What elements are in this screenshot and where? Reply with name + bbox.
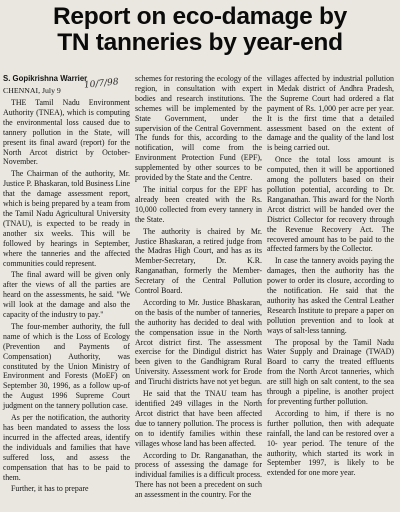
paragraph: According to Dr. Ranganathan, the process of assessing the damage for individual families is a difficult process. There has not been a precedent on such an assessment in the country. For the (135, 450, 262, 500)
headline (0, 0, 400, 56)
paragraph: THE Tamil Nadu Environment Authority (TNEA), which is computing the environmental loss caused due to tannery pollution in the State, will present its final award (report) for the North Arcot district by October-November. (3, 98, 130, 167)
column-2 (135, 74, 262, 502)
handwritten-date: 10/7/98 (83, 77, 120, 91)
paragraph: According to him, if there is no further pollution, then with adequate rainfall, the land can be restored over a 10- year period. The tenure of the authority, which started its work in September 1997, is likely to be extended for one more year. (267, 408, 394, 478)
paragraph: Further, it has to prepare (11, 484, 89, 494)
paragraph: He said that the TNAU team has identified 249 villages in the North Arcot district that have been affected due to tannery pollution. The process is on to identify families within these villages whose land has been affected. (135, 389, 262, 448)
column-1 (3, 74, 130, 502)
paragraph: As per the notification, the authority has been mandated to assess the loss incurred in the affected areas, identify the individuals and families that have suffered loss, and assess the compensation that has to be paid to them. (3, 413, 130, 482)
headline-line-2: TN tanneries by year-end (57, 29, 343, 56)
paragraph: The four-member authority, the full name of which is the Loss of Ecology (Prevention and Payments of Compensation) Authority, was constituted by the Union Ministry of Environment and Forests (MoEF) on September 30, 1996, as a follow up-of the August 1996 Supreme Court judgment on the tannery pollution case. (3, 321, 130, 411)
paragraph: The proposal by the Tamil Nadu Water Supply and Drainage (TWAD) Board to carry the treated effluents from the North Arcot tanneries, which are still high on salt content, to the sea through a pipeline, is another project for preventing further pollution. (267, 337, 394, 406)
paragraph: schemes for restoring the ecology of the region, in consultation with expert bodies and research institutions. The schemes will be implemented by the State Government, under the supervision of the Central Government. The funds for this, according to the notification, will come from the Environment Protection Fund (EPF), supplemented by other sources to be provided by the State and the Centre. (135, 74, 262, 183)
column-3-paragraphs (267, 74, 394, 478)
headline-line-1: Report on eco-damage by (53, 3, 347, 30)
column-1-paragraphs (3, 98, 130, 494)
dateline: CHENNAI, July 9 (3, 86, 61, 95)
column-3 (267, 74, 394, 502)
paragraph: The authority is chaired by Mr. Justice Bhaskaran, a retired judge from the Madras High Court, and has as its Member-Secretary, Dr. K.R. Ranganathan, formerly the Member-Secretary of the Central Pollution Control Board. (135, 226, 262, 296)
paragraph: In case the tannery avoids paying the damages, then the authority has the power to order its closure, according to the notification. He said that the authority has asked the Central Leather Research Institute to prepare a paper on pollution prevention and to look at ways of salt-less tanning. (267, 256, 394, 335)
paragraph: The final award will be given only after the views of all the parties are heard on the assessments, he said. "We will look at the damage and also the capacity of the industry to pay." (3, 270, 130, 320)
paragraph: The Chairman of the authority, Mr. Justice P. Bhaskaran, told Business Line that the damage assessment report, which is being prepared by a team from the Tamil Nadu Agricultural University (TNAU), is expected to be ready in another six weeks. This will be followed by hearings in September, where the tanneries and the affected communities could represent. (3, 169, 130, 268)
column-2-paragraphs (135, 74, 262, 500)
paragraph: According to Mr. Justice Bhaskaran, on the basis of the number of tanneries, the authority has decided to deal with the compensation issue in the North Arcot district first. The assessment exercise for the Dindigul district has been given to the Gandhigram Rural University. Assessment work for Erode and Tiruchi districts have not yet begun. (135, 297, 262, 387)
paragraph: The initial corpus for the EPF has already been created with the Rs. 10,000 collected from every tannery in the State. (135, 184, 262, 224)
byline: S. Gopikrishna Warrier (3, 74, 88, 83)
paragraph: Once the total loss amount is computed, then it will be apportioned among the polluters based on their pollution potential, according to Dr. Ranganathan. This award for the North Arcot district will be handed over the District Collector for recovery through the Revenue Recovery Act. The recovered amount has to be paid to the affected farmers by the Collector. (267, 155, 394, 254)
article-body (3, 74, 397, 502)
paragraph: villages affected by industrial pollution in Medak district of Andhra Pradesh, the Supreme Court had ordered a flat payment of Rs. 1,000 per acre per year. It is the first time that a detailed assessment based on the extent of damage and the quality of the land lost is being carried out. (267, 74, 394, 153)
